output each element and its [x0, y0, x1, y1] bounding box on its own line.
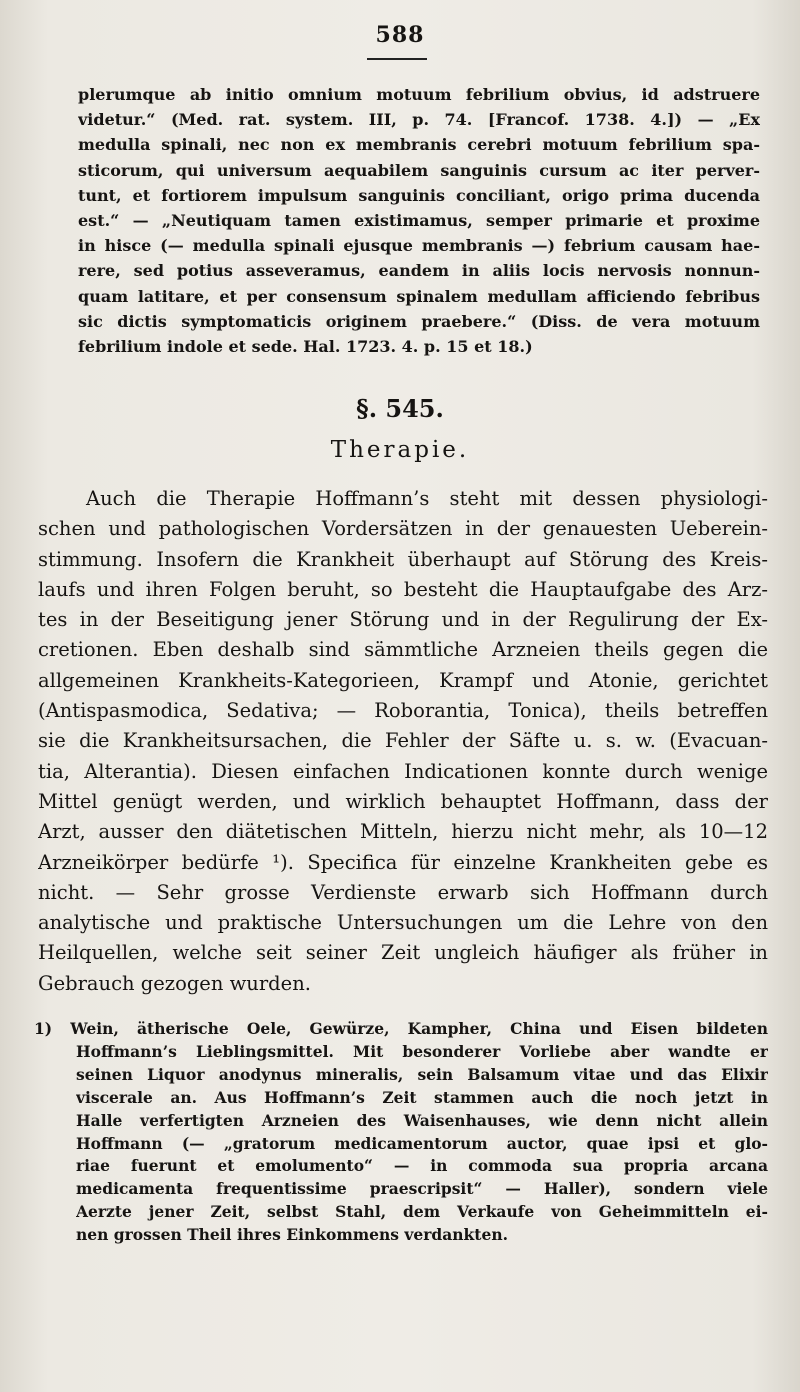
footnote-line: Hoffmann (— „gratorum medicamentorum auctor, quae ipsi et glo- [76, 1133, 768, 1153]
quote-line: sticorum, qui universum aequabilem sanguinis cursum ac iter perver- [78, 160, 760, 180]
footnote-line: Hoffmann’s Lieblingsmittel. Mit besonderer Vorliebe aber wandte er [76, 1041, 768, 1061]
footnote-line: nen grossen Theil ihres Einkommens verdankten. [76, 1225, 508, 1245]
body-line: analytische und praktische Untersuchungen um die Lehre von den [38, 911, 768, 935]
body-line: Heilquellen, welche seit seiner Zeit ungleich häufiger als früher in [38, 941, 768, 965]
section-number: §. 545. [356, 394, 444, 423]
footnote-line: 1) Wein, ätherische Oele, Gewürze, Kampher, China und Eisen bildeten [34, 1019, 768, 1038]
footnote-line: medicamenta frequentissime praescripsit“ — Haller), sondern viele [76, 1179, 768, 1199]
body-line: Gebrauch gezogen wurden. [38, 971, 311, 995]
footnote-line: viscerale an. Aus Hoffmann’s Zeit stammen auch die noch jetzt in [76, 1087, 768, 1107]
body-line: Mittel genügt werden, und wirklich behauptet Hoffmann, dass der [38, 789, 768, 813]
body-line: stimmung. Insofern die Krankheit überhaupt auf Störung des Kreis- [38, 547, 768, 571]
body-line: tes in der Beseitigung jener Störung und in der Regulirung der Ex- [38, 608, 768, 632]
body-line: allgemeinen Krankheits-Kategorieen, Krampf und Atonie, gerichtet [38, 668, 768, 692]
footnote-line: Halle verfertigten Arzneien des Waisenhauses, wie denn nicht allein [76, 1110, 768, 1130]
quote-line: febrilium indole et sede. Hal. 1723. 4. p. 15 et 18.) [78, 337, 533, 357]
quote-line: videtur.“ (Med. rat. system. III, p. 74. [Francof. 1738. 4.]) — „Ex [78, 110, 760, 130]
latin-quotation [78, 82, 760, 359]
quote-line: plerumque ab initio omnium motuum febrilium obvius, id adstruere [78, 85, 760, 104]
body-line: tia, Alterantia). Diesen einfachen Indicationen konnte durch wenige [38, 759, 768, 783]
body-line: Auch die Therapie Hoffmann’s steht mit dessen physiologi- [86, 487, 768, 510]
footnote-line: seinen Liquor anodynus mineralis, sein Balsamum vitae und das Elixir [76, 1064, 768, 1084]
body-line: Arzt, ausser den diätetischen Mitteln, hierzu nicht mehr, als 10—12 [38, 820, 768, 844]
section-title: Therapie. [330, 437, 470, 463]
body-line: sie die Krankheitsursachen, die Fehler der Säfte u. s. w. (Evacuan- [38, 729, 768, 753]
body-line: nicht. — Sehr grosse Verdienste erwarb sich Hoffmann durch [38, 880, 768, 904]
quote-line: in hisce (— medulla spinali ejusque membranis —) febrium causam hae- [78, 236, 760, 256]
page-number: 588 [375, 22, 425, 48]
body-line: schen und pathologischen Vordersätzen in der genauesten Ueberein- [38, 517, 768, 541]
quote-line: rere, sed potius asseveramus, eandem in aliis locis nervosis nonnun- [78, 261, 760, 281]
body-line: Arzneikörper bedürfe ¹). Specifica für einzelne Krankheiten gebe es [38, 850, 768, 874]
quote-line: tunt, et fortiorem impulsum sanguinis conciliant, origo prima ducenda [78, 185, 760, 205]
footnote [34, 1018, 768, 1247]
footnote-line: riae fuerunt et emolumento“ — in commoda sua propria arcana [76, 1156, 768, 1176]
quote-line: quam latitare, et per consensum spinalem medullam afficiendo febribus [78, 286, 760, 306]
page-number-rule [367, 58, 427, 60]
body-paragraph [38, 484, 768, 999]
quote-line: medulla spinali, nec non ex membranis cerebri motuum febrilium spa- [78, 135, 760, 155]
footnote-line: Aerzte jener Zeit, selbst Stahl, dem Verkaufe von Geheimmitteln ei- [76, 1202, 768, 1222]
body-line: (Antispasmodica, Sedativa; — Roborantia, Tonica), theils betreffen [38, 699, 768, 723]
body-line: cretionen. Eben deshalb sind sämmtliche Arzneien theils gegen die [38, 638, 768, 662]
body-line: laufs und ihren Folgen beruht, so besteht die Hauptaufgabe des Arz- [38, 577, 768, 601]
quote-line: sic dictis symptomaticis originem praebere.“ (Diss. de vera motuum [78, 311, 760, 331]
quote-line: est.“ — „Neutiquam tamen existimamus, semper primarie et proxime [78, 211, 760, 231]
